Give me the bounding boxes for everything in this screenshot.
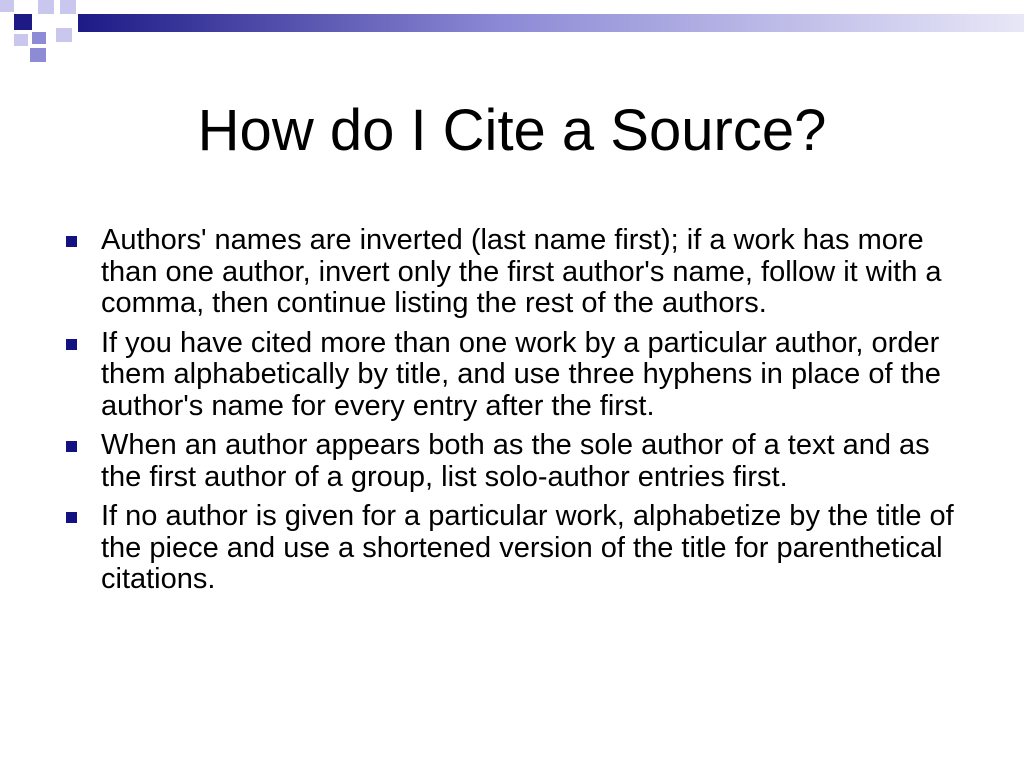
square-bullet-icon (66, 339, 77, 350)
bullet-item (60, 328, 960, 423)
bullet-text: Authors' names are inverted (last name first); if a work has more than one author, invert only the first author's name, follow it with a comma, then continue listing the rest of the authors. (101, 224, 942, 319)
deco-square (30, 48, 46, 62)
square-bullet-icon (66, 441, 77, 452)
slide-decoration (0, 0, 1024, 70)
square-bullet-icon (66, 512, 77, 523)
deco-square (60, 0, 76, 14)
bullet-item (60, 501, 960, 596)
deco-square (0, 0, 14, 12)
deco-square (14, 34, 28, 46)
bullet-item (60, 225, 960, 320)
bullet-item (60, 430, 960, 493)
deco-square (32, 32, 46, 44)
deco-square (56, 28, 72, 42)
bullet-text: If no author is given for a particular work, alphabetize by the title of the piece and use a shortened version of the title for parenthetical citations. (101, 500, 954, 595)
header-gradient-band (78, 14, 1024, 32)
bullet-text: If you have cited more than one work by a particular author, order them alphabetically by title, and use three hyphens in place of the author's name for every entry after the first. (101, 326, 941, 422)
deco-square (14, 14, 32, 30)
square-bullet-icon (66, 236, 77, 247)
bullet-list (60, 225, 960, 604)
slide-title: How do I Cite a Source? (197, 98, 827, 163)
deco-square (38, 0, 54, 14)
bullet-text: When an author appears both as the sole author of a text and as the first author of a group, list solo-author entries first. (101, 429, 930, 493)
